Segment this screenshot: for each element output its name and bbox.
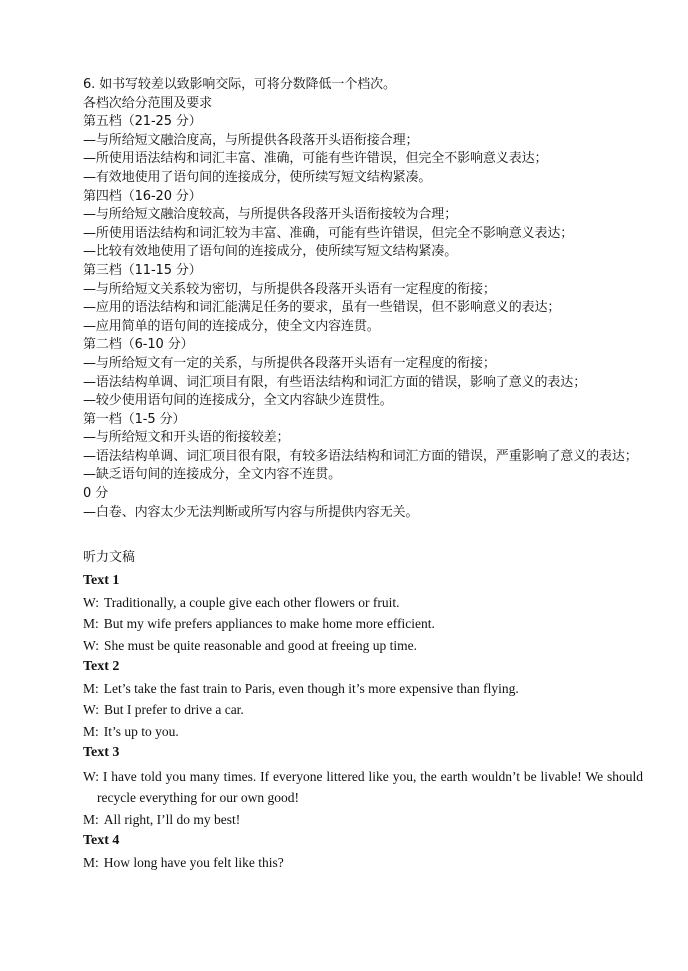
dialogue-line (83, 680, 643, 698)
band-line: —与所给短文和开头语的衔接较差； (83, 430, 290, 446)
band-line: —所使用语法结构和词汇较为丰富、准确，可能有些许错误，但完全不影响意义表达； (83, 225, 574, 241)
text-label: Text 2 (83, 659, 120, 675)
spacer (83, 522, 643, 549)
dialogue-line (83, 637, 643, 655)
dialogue-line (83, 615, 643, 633)
band-4 (83, 188, 643, 262)
dialogue-line (83, 701, 643, 719)
band-title: 第二档（6-10 分） (83, 337, 194, 353)
band-line: —白卷、内容太少无法判断或所写内容与所提供内容无关。 (83, 504, 419, 520)
band-line: —与所给短文融洽度较高，与所提供各段落开头语衔接较为合理； (83, 207, 458, 223)
band-line: —语法结构单调、词汇项目很有限，有较多语法结构和词汇方面的错误，严重影响了意义的表达； (83, 448, 638, 464)
band-title: 第四档（16-20 分） (83, 188, 202, 204)
utterance: But my wife prefers appliances to make home more efficient. (103, 616, 435, 632)
speaker: M: (83, 680, 99, 696)
dialogue-line (83, 594, 643, 612)
speaker: M: (83, 811, 99, 827)
speaker: M: (83, 616, 99, 632)
text-label: Text 3 (83, 745, 120, 761)
band-title: 第五档（21-25 分） (83, 114, 202, 130)
speaker: M: (83, 723, 99, 739)
band-0 (83, 485, 643, 522)
utterance: All right, I’ll do my best! (103, 811, 241, 827)
band-line: —与所给短文融洽度高，与所提供各段落开头语衔接合理； (83, 132, 419, 148)
band-3 (83, 262, 643, 336)
speaker: M: (83, 854, 99, 870)
text-label: Text 4 (83, 833, 120, 849)
band-line: —缺乏语句间的连接成分，全文内容不连贯。 (83, 467, 342, 483)
dialogue-line (83, 854, 643, 872)
band-line: —比较有效地使用了语句间的连接成分，使所续写短文结构紧凑。 (83, 244, 458, 260)
speaker: W: (83, 702, 99, 718)
band-line: —较少使用语句间的连接成分，全文内容缺少连贯性。 (83, 393, 393, 409)
band-1 (83, 411, 643, 485)
text-1 (83, 572, 643, 655)
utterance: It’s up to you. (103, 723, 179, 739)
speaker: W: (83, 594, 99, 610)
text-label: Text 1 (83, 573, 120, 589)
band-5 (83, 113, 643, 187)
band-line: —与所给短文有一定的关系，与所提供各段落开头语有一定程度的衔接； (83, 355, 496, 371)
utterance: But I prefer to drive a car. (104, 702, 244, 718)
band-title: 第三档（11-15 分） (83, 262, 202, 278)
speaker: W: (83, 768, 99, 784)
band-title: 0 分 (83, 486, 109, 502)
dialogue-line (83, 723, 643, 741)
dialogue-line (83, 766, 643, 809)
text-4 (83, 832, 643, 872)
band-line: —应用简单的语句间的连接成分，使全文内容连贯。 (83, 318, 380, 334)
utterance: Let’s take the fast train to Paris, even though it’s more expensive than flying. (103, 680, 519, 696)
scoring-note-6: 6. 如书写较差以致影响交际，可将分数降低一个档次。 (83, 77, 396, 92)
band-line: —应用的语法结构和词汇能满足任务的要求，虽有一些错误，但不影响意义的表达； (83, 300, 561, 316)
dialogue-line (83, 811, 643, 829)
document-page (83, 76, 643, 875)
speaker: W: (83, 637, 99, 653)
utterance: Traditionally, a couple give each other flowers or fruit. (104, 594, 400, 610)
band-title: 第一档（1-5 分） (83, 411, 186, 427)
band-line: —有效地使用了语句间的连接成分，使所续写短文结构紧凑。 (83, 169, 432, 185)
section-title: 各档次给分范围及要求 (83, 95, 213, 111)
utterance: How long have you felt like this? (103, 854, 284, 870)
utterance: I have told you many times. If everyone littered like you, the earth wouldn’t be livable! We should recycle everything for our own good! (97, 768, 643, 806)
utterance: She must be quite reasonable and good at freeing up time. (104, 637, 418, 653)
band-line: —与所给短文关系较为密切，与所提供各段落开头语有一定程度的衔接； (83, 281, 496, 297)
transcript-title: 听力文稿 (83, 550, 136, 566)
band-line: —语法结构单调、词汇项目有限，有些语法结构和词汇方面的错误，影响了意义的表达； (83, 374, 587, 390)
band-2 (83, 336, 643, 410)
band-line: —所使用语法结构和词汇丰富、准确，可能有些许错误，但完全不影响意义表达； (83, 151, 548, 167)
text-2 (83, 658, 643, 741)
text-3 (83, 744, 643, 829)
